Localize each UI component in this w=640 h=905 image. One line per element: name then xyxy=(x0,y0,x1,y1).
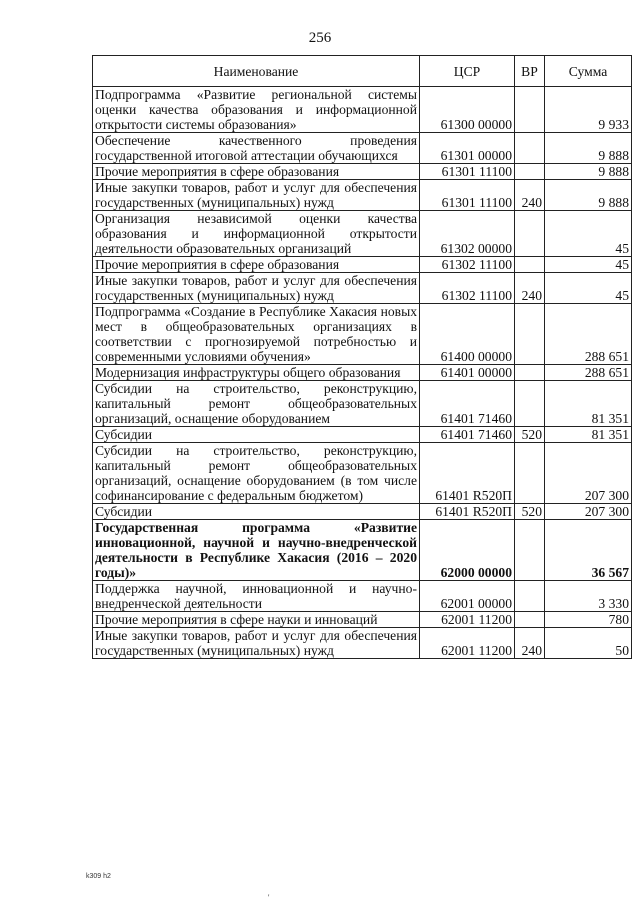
header-csr: ЦСР xyxy=(420,56,515,87)
cell-csr: 61300 00000 xyxy=(420,87,515,133)
cell-sum: 9 933 xyxy=(545,87,632,133)
table-row xyxy=(93,443,632,504)
cell-name: Иные закупки товаров, работ и услуг для обеспечения государственных (муниципальных) нужд xyxy=(93,180,420,211)
table-row xyxy=(93,581,632,612)
table-row xyxy=(93,520,632,581)
cell-sum: 207 300 xyxy=(545,443,632,504)
cell-sum: 9 888 xyxy=(545,133,632,164)
cell-csr: 61302 11100 xyxy=(420,257,515,273)
table-row xyxy=(93,87,632,133)
table-row xyxy=(93,504,632,520)
cell-name: Субсидии на строительство, реконструкцию, капитальный ремонт общеобразовательных организаций, оснащение оборудованием xyxy=(93,381,420,427)
cell-sum: 45 xyxy=(545,211,632,257)
cell-sum: 288 651 xyxy=(545,304,632,365)
cell-vr xyxy=(515,211,545,257)
table-row xyxy=(93,304,632,365)
cell-vr xyxy=(515,443,545,504)
cell-sum: 50 xyxy=(545,628,632,659)
table-row xyxy=(93,180,632,211)
cell-vr xyxy=(515,164,545,180)
cell-csr: 61401 71460 xyxy=(420,381,515,427)
cell-sum: 9 888 xyxy=(545,180,632,211)
table-row xyxy=(93,381,632,427)
cell-csr: 61401 R520П xyxy=(420,443,515,504)
footer-mark: ' xyxy=(268,893,270,902)
cell-vr xyxy=(515,365,545,381)
cell-csr: 61301 11100 xyxy=(420,164,515,180)
table-row xyxy=(93,612,632,628)
cell-name: Иные закупки товаров, работ и услуг для обеспечения государственных (муниципальных) нужд xyxy=(93,628,420,659)
table-row xyxy=(93,164,632,180)
cell-name: Государственная программа «Развитие инновационной, научной и научно-внедренческой деятельности в Республике Хакасия (2016 – 2020 годы)» xyxy=(93,520,420,581)
cell-vr xyxy=(515,133,545,164)
cell-vr: 520 xyxy=(515,427,545,443)
cell-csr: 61401 00000 xyxy=(420,365,515,381)
page-number: 256 xyxy=(308,30,332,46)
footer-code: k309 h2 xyxy=(86,873,111,880)
table-row xyxy=(93,365,632,381)
cell-name: Модернизация инфраструктуры общего образования xyxy=(93,365,420,381)
cell-csr: 62000 00000 xyxy=(420,520,515,581)
header-name: Наименование xyxy=(93,56,420,87)
table-row xyxy=(93,133,632,164)
header-vr: ВР xyxy=(515,56,545,87)
cell-vr xyxy=(515,257,545,273)
cell-vr xyxy=(515,520,545,581)
table-row xyxy=(93,211,632,257)
table-header-row xyxy=(93,56,632,87)
cell-csr: 61302 11100 xyxy=(420,273,515,304)
cell-vr xyxy=(515,612,545,628)
cell-vr xyxy=(515,581,545,612)
cell-name: Прочие мероприятия в сфере образования xyxy=(93,257,420,273)
cell-csr: 62001 11200 xyxy=(420,628,515,659)
cell-vr xyxy=(515,381,545,427)
cell-name: Поддержка научной, инновационной и научно-внедренческой деятельности xyxy=(93,581,420,612)
cell-csr: 61301 00000 xyxy=(420,133,515,164)
cell-sum: 81 351 xyxy=(545,381,632,427)
cell-vr: 520 xyxy=(515,504,545,520)
cell-sum: 45 xyxy=(545,273,632,304)
cell-vr: 240 xyxy=(515,180,545,211)
table-row xyxy=(93,427,632,443)
cell-name: Субсидии xyxy=(93,504,420,520)
cell-vr: 240 xyxy=(515,628,545,659)
cell-vr xyxy=(515,87,545,133)
cell-sum: 780 xyxy=(545,612,632,628)
table-row xyxy=(93,273,632,304)
cell-sum: 45 xyxy=(545,257,632,273)
cell-name: Обеспечение качественного проведения государственной итоговой аттестации обучающихся xyxy=(93,133,420,164)
cell-vr: 240 xyxy=(515,273,545,304)
cell-sum: 36 567 xyxy=(545,520,632,581)
cell-vr xyxy=(515,304,545,365)
cell-sum: 3 330 xyxy=(545,581,632,612)
cell-name: Организация независимой оценки качества образования и информационной открытости деятельности образовательных организаций xyxy=(93,211,420,257)
header-sum: Сумма xyxy=(545,56,632,87)
cell-sum: 81 351 xyxy=(545,427,632,443)
cell-sum: 288 651 xyxy=(545,365,632,381)
cell-csr: 61401 71460 xyxy=(420,427,515,443)
cell-name: Прочие мероприятия в сфере науки и инноваций xyxy=(93,612,420,628)
table-row xyxy=(93,257,632,273)
cell-sum: 207 300 xyxy=(545,504,632,520)
cell-csr: 61301 11100 xyxy=(420,180,515,211)
cell-name: Иные закупки товаров, работ и услуг для обеспечения государственных (муниципальных) нужд xyxy=(93,273,420,304)
cell-csr: 61400 00000 xyxy=(420,304,515,365)
cell-name: Субсидии xyxy=(93,427,420,443)
cell-sum: 9 888 xyxy=(545,164,632,180)
cell-csr: 62001 11200 xyxy=(420,612,515,628)
cell-name: Субсидии на строительство, реконструкцию, капитальный ремонт общеобразовательных организаций, оснащение оборудованием (в том числе софинансирование с федеральным бюджетом) xyxy=(93,443,420,504)
budget-table xyxy=(92,55,632,659)
cell-csr: 61401 R520П xyxy=(420,504,515,520)
cell-csr: 61302 00000 xyxy=(420,211,515,257)
cell-name: Прочие мероприятия в сфере образования xyxy=(93,164,420,180)
table-row xyxy=(93,628,632,659)
table-body xyxy=(93,87,632,659)
cell-name: Подпрограмма «Развитие региональной системы оценки качества образования и информационной открытости системы образования» xyxy=(93,87,420,133)
cell-name: Подпрограмма «Создание в Республике Хакасия новых мест в общеобразовательных организациях в соответствии с прогнозируемой потребностью и современными условиями обучения» xyxy=(93,304,420,365)
cell-csr: 62001 00000 xyxy=(420,581,515,612)
